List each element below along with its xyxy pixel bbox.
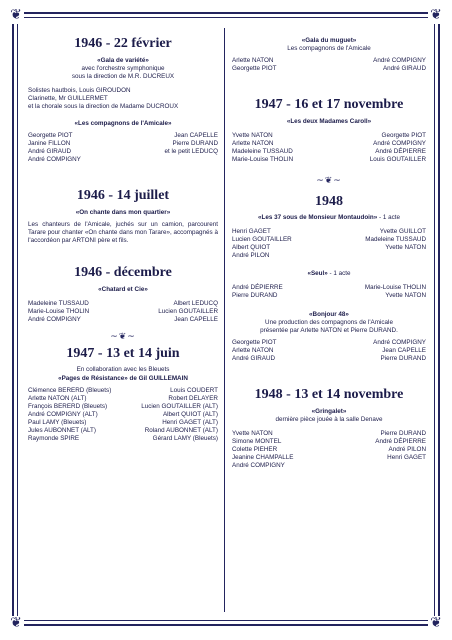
cast-row: [28, 132, 218, 140]
cast-member-name: Georgette PIOT: [28, 132, 73, 139]
cast-member-name: André COMPIGNY: [28, 156, 81, 163]
cast-member-name: Yvette NATON: [232, 430, 273, 437]
cast-row: [28, 395, 218, 403]
text-line: dernière pièce jouée à la salle Denave: [275, 416, 383, 423]
cast-member-name: Jeanine CHAMPALLE: [232, 454, 294, 461]
section-1948: [232, 194, 426, 363]
cast-member-name: André COMPIGNY: [373, 339, 426, 346]
cast-member-name: Roland AUBONNET (ALT): [144, 427, 218, 434]
cast-member-name: André PILON: [232, 252, 270, 259]
cast-row: [232, 454, 426, 462]
cast-member-name: André GIRAUD: [382, 65, 426, 72]
cast-row: [232, 140, 426, 148]
cast-member-name: Madeleine TUSSAUD: [232, 148, 293, 155]
text-line: présentée par Arlette NATON et Pierre DURAND.: [260, 327, 398, 334]
ornament-divider: ~❦~: [110, 332, 136, 342]
soloist-line: Solistes hautbois, Louis GIROUDON: [28, 87, 131, 94]
cast-member-name: Arlette NATON: [232, 57, 274, 64]
cast-member-name: Jean CAPELLE: [174, 316, 218, 323]
section-subtitle: «Pages de Résistance» de Gil GUILLEMAIN: [58, 375, 188, 382]
cast-member-name: André GIRAUD: [28, 148, 72, 155]
cast-member-name: Yvette GUILLOT: [379, 228, 426, 235]
cast-member-name: André DÉPIERRE: [375, 148, 426, 155]
seul-title: «Seul»: [307, 270, 328, 277]
cast-member-name: Louis COUDERT: [170, 387, 218, 394]
section-title: 1947 - 13 et 14 juin: [66, 346, 180, 361]
section-gringalet: [232, 387, 426, 470]
text-line: avec l'orchestre symphonique: [81, 65, 165, 72]
cast-row: [232, 430, 426, 438]
cast-row: [232, 292, 426, 300]
cast-row: [28, 148, 218, 156]
cast-member-name: Albert LEDUCQ: [173, 300, 218, 307]
cast-row: [232, 446, 426, 454]
text-line: En collaboration avec les Bleuets: [76, 366, 170, 373]
cast-row: [232, 438, 426, 446]
cast-member-name: Jules AUBONNET (ALT): [28, 427, 96, 434]
section-subtitle: «On chante dans mon quartier»: [75, 209, 171, 216]
cast-member-name: Raymonde SPIRE: [28, 435, 80, 442]
cast-member-name: Georgette PIOT: [232, 65, 277, 72]
subtitle-suffix: - 1 acte: [377, 214, 401, 221]
section-subtitle: «Gala de variété»: [97, 57, 149, 64]
section-pages-resistance: [28, 346, 218, 443]
text-line: Les compagnons de l'Amicale: [287, 45, 371, 52]
cast-member-name: André COMPIGNY (ALT): [28, 411, 98, 418]
corner-ornament-bottom-left: ❦: [8, 616, 24, 632]
section-title: 1948: [315, 194, 343, 209]
seul-suffix: - 1 acte: [327, 270, 351, 277]
cast-member-name: Arlette NATON: [232, 140, 274, 147]
section-title: 1946 - 14 juillet: [76, 188, 170, 203]
section-chatard: [28, 265, 218, 324]
cast-row: [28, 156, 218, 164]
section-subtitle: «Gringalet»: [311, 408, 347, 415]
cast-member-name: André DÉPIERRE: [232, 284, 283, 291]
cast-member-name: Lucien GOUTAILLER: [232, 236, 292, 243]
cast-row: [232, 148, 426, 156]
cast-row: [28, 308, 218, 316]
cast-row: [232, 236, 426, 244]
cast-row: [28, 316, 218, 324]
left-column: [28, 36, 218, 443]
corner-ornament-top-right: ❦: [428, 8, 444, 24]
section-title: 1948 - 13 et 14 novembre: [254, 387, 404, 402]
section-on-chante: [28, 188, 218, 245]
corner-ornament-top-left: ❦: [8, 8, 24, 24]
right-column: [232, 36, 426, 470]
cast-member-name: Madeleine TUSSAUD: [28, 300, 89, 307]
cast-member-name: Yvette NATON: [385, 244, 426, 251]
cast-member-name: Marie-Louise THOLIN: [28, 308, 90, 315]
section-madames-caroll: [232, 97, 426, 164]
soloist-line: et la chorale sous la direction de Madame DUCROUX: [28, 103, 179, 110]
cast-row: [28, 435, 218, 443]
cast-member-name: Lucien GOUTAILLER (ALT): [141, 403, 218, 410]
cast-member-name: Henri GAGET (ALT): [162, 419, 218, 426]
cast-member-name: Gérard LAMY (Bleuets): [152, 435, 218, 442]
cast-member-name: Georgette PIOT: [381, 132, 426, 139]
section-subtitle: «Les deux Madames Caroll»: [286, 118, 372, 125]
cast-row: [28, 140, 218, 148]
cast-member-name: Louis GOUTAILLER: [369, 156, 426, 163]
section-subtitle: «Gala du muguet»: [301, 37, 357, 44]
cast-member-name: Marie-Louise THOLIN: [232, 156, 294, 163]
bonjour-title: «Bonjour 48»: [309, 311, 349, 318]
cast-member-name: André GIRAUD: [232, 355, 276, 362]
cast-member-name: Robert DELAYER: [168, 395, 218, 402]
cast-member-name: Georgette PIOT: [232, 339, 277, 346]
cast-member-name: Madeleine TUSSAUD: [365, 236, 426, 243]
cast-row: [232, 462, 426, 470]
cast-member-name: et le petit LEDUCQ: [164, 148, 218, 155]
cast-member-name: Janine FILLON: [28, 140, 71, 147]
cast-row: [232, 244, 426, 252]
cast-member-name: André COMPIGNY: [232, 462, 285, 469]
cast-member-name: André DÉPIERRE: [375, 438, 426, 445]
cast-member-name: Arlette NATON: [232, 347, 274, 354]
cast-member-name: Albert QUIOT (ALT): [162, 411, 218, 418]
cast-member-name: Simone MONTEL: [232, 438, 282, 445]
cast-member-name: Pierre DURAND: [232, 292, 278, 299]
cast-member-name: André COMPIGNY: [373, 140, 426, 147]
cast-member-name: André COMPIGNY: [373, 57, 426, 64]
cast-member-name: Paul LAMY (Bleuets): [28, 419, 87, 426]
cast-member-name: Yvette NATON: [232, 132, 273, 139]
cast-row: [232, 65, 426, 73]
group-title: «Les compagnons de l'Amicale»: [74, 120, 172, 127]
section-subtitle: «Chatard et Cie»: [98, 286, 148, 293]
section-gala-muguet: [232, 36, 426, 73]
column-divider: [224, 28, 225, 612]
cast-row: [232, 355, 426, 363]
cast-member-name: Pierre DURAND: [380, 355, 426, 362]
section-gala-variete: [28, 36, 218, 164]
seul-title-line: [232, 270, 426, 278]
cast-row: [232, 228, 426, 236]
cast-member-name: André PILON: [388, 446, 426, 453]
cast-row: [232, 252, 426, 260]
cast-row: [28, 419, 218, 427]
text-line: Une production des compagnons de l'Amicale: [265, 319, 393, 326]
cast-member-name: Jean CAPELLE: [382, 347, 426, 354]
cast-member-name: Pierre DURAND: [380, 430, 426, 437]
cast-member-name: Henri GAGET: [232, 228, 271, 235]
section-subtitle: «Les 37 sous de Monsieur Montaudoin»: [257, 214, 378, 221]
cast-member-name: Colette PIEHER: [232, 446, 278, 453]
cast-row: [28, 403, 218, 411]
cast-member-name: Albert QUIOT: [232, 244, 271, 251]
cast-row: [28, 427, 218, 435]
cast-row: [232, 132, 426, 140]
soloist-line: Clarinette, Mr GUILLERMET: [28, 95, 108, 102]
cast-row: [232, 339, 426, 347]
cast-member-name: Jean CAPELLE: [174, 132, 218, 139]
cast-member-name: François BERERD (Bleuets): [28, 403, 108, 410]
cast-row: [232, 284, 426, 292]
cast-member-name: Yvette NATON: [385, 292, 426, 299]
cast-row: [232, 57, 426, 65]
section-paragraph: Les chanteurs de l'Amicale, juchés sur un camion, parcourent Tarare pour chanter «On chante dans mon Tarare», accompagnés à l'accordéon par ARTONI père et fils.: [28, 221, 218, 244]
cast-member-name: Arlette NATON (ALT): [28, 395, 87, 402]
cast-member-name: Clémence BERERD (Bleuets): [28, 387, 112, 394]
cast-member-name: Marie-Louise THOLIN: [364, 284, 426, 291]
cast-member-name: Henri GAGET: [387, 454, 426, 461]
cast-row: [232, 156, 426, 164]
cast-member-name: André COMPIGNY: [28, 316, 81, 323]
ornament-divider: ~❦~: [316, 176, 342, 186]
section-title: 1946 - 22 février: [74, 36, 172, 51]
cast-row: [28, 300, 218, 308]
cast-row: [232, 347, 426, 355]
section-title: 1947 - 16 et 17 novembre: [254, 97, 404, 112]
text-line: sous la direction de M.R. DUCREUX: [71, 73, 175, 80]
cast-row: [28, 411, 218, 419]
section-title: 1946 - décembre: [74, 265, 172, 280]
cast-member-name: Lucien GOUTAILLER: [158, 308, 218, 315]
cast-row: [28, 387, 218, 395]
cast-member-name: Pierre DURAND: [172, 140, 218, 147]
corner-ornament-bottom-right: ❦: [428, 616, 444, 632]
section-subtitle-line: [232, 214, 426, 222]
